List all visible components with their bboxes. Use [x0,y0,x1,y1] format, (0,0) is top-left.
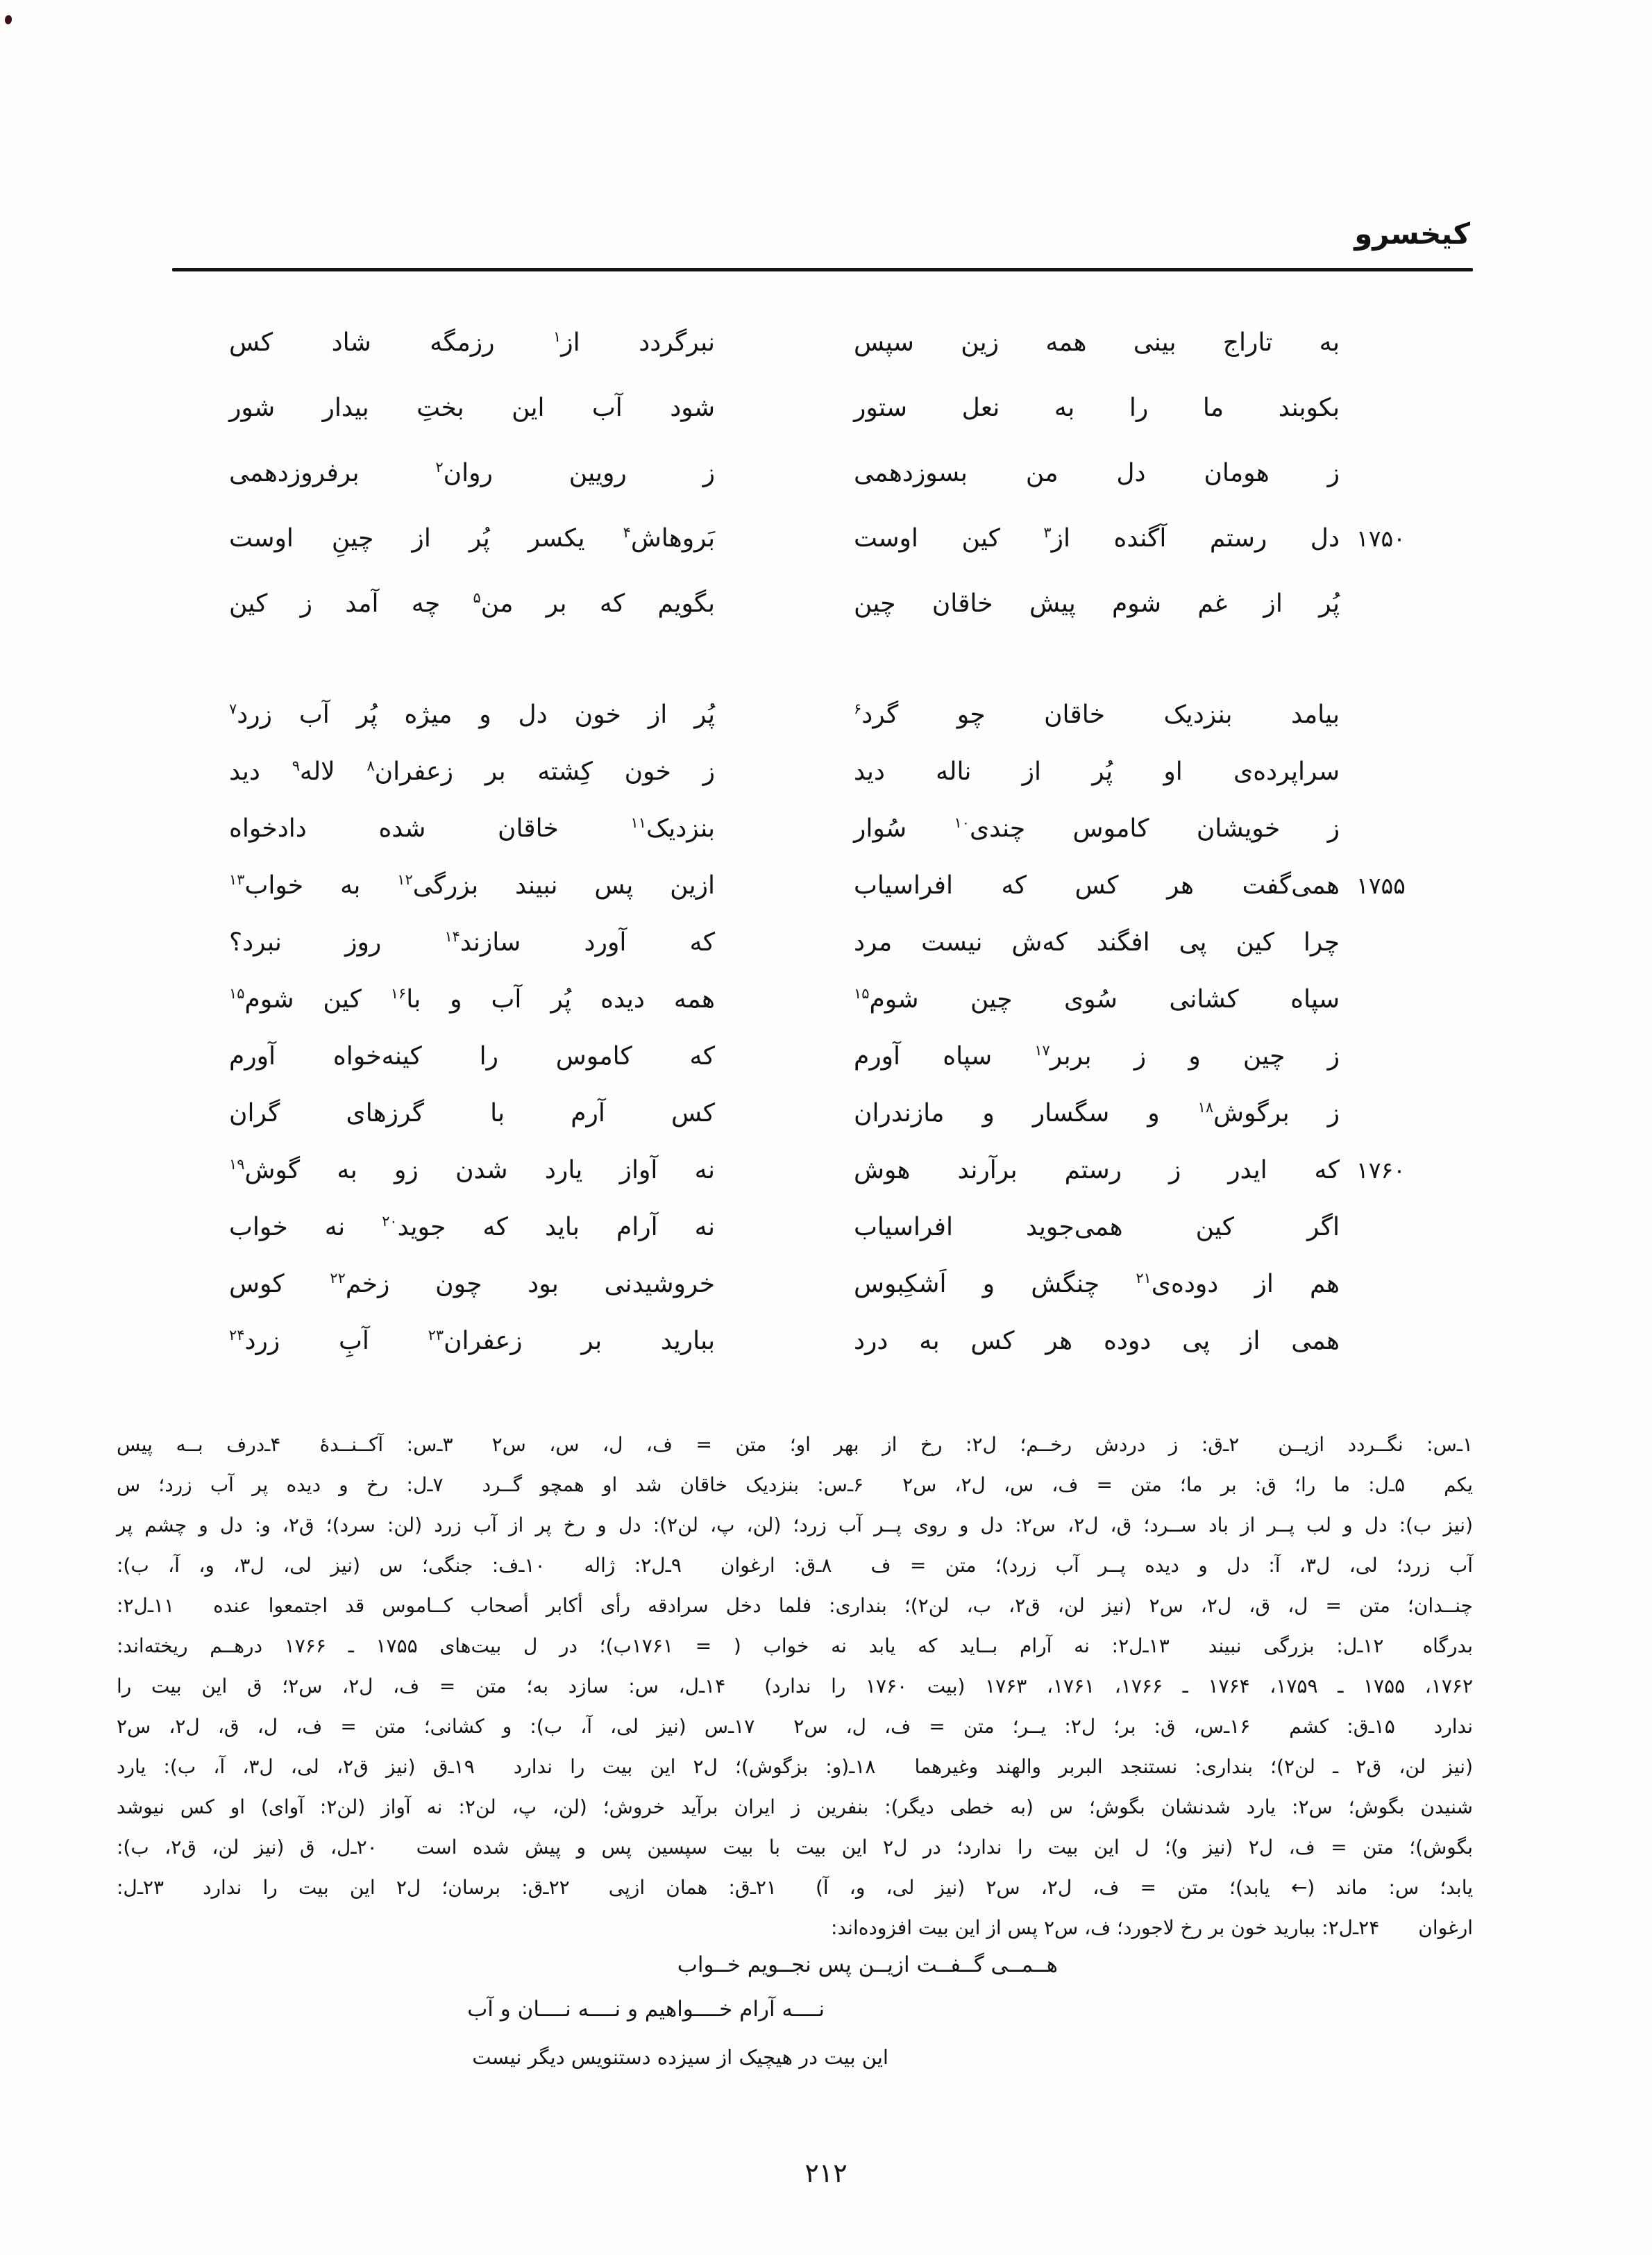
hemistich-left: پُر از خون دل و میژه پُر آب زرد$^۷$ [229,700,715,729]
verse-couplet [229,800,1472,857]
hemistich-right: چرا کین پی افگند که‌ش نیست مرد [854,928,1340,957]
hemistich-right: پُر از غم شوم پیش خاقان چین [854,589,1340,618]
added-verse-hemistich-left: نــــه آرام خــــواهیم و نــــه نــــان و آب [467,1997,825,2022]
hemistich-right: ز هومان دل من بسوزدهمی [854,458,1340,487]
verse-couplet [229,1084,1472,1141]
hemistich-right: همی‌گفت هر کس که افراسیاب [854,871,1340,900]
hemistich-left: ازین پس نبیند بزرگی$^{۱۲}$ به خواب$^{۱۳}$ [229,871,715,900]
verse-number: ۱۷۵۰ [1356,524,1406,552]
hemistich-left: که آورد سازند$^{۱۴}$ روز نبرد؟ [229,928,715,957]
critical-apparatus [117,1425,1473,1948]
hemistich-left: ز خون کِشته بر زعفران$^۸$ لاله$^۹$ دید [229,757,715,786]
hemistich-right: ز خویشان کاموس چندی$^{۱۰}$ سُوار [854,814,1340,843]
footnote-line: (نیز لن، ق۲ ـ لن۲)؛ بنداری: نستنجد البربر والهند وغیرهما ۱۸ـ‌(و: بزگوش)؛ ل۲ این بیت را ندارد ۱۹ـ‌ق (نیز ق۲، لی، ل۳، آ، ب): یارد [117,1755,1473,1778]
hemistich-left: ببارید بر زعفران$^{۲۳}$ آبِ زرد$^{۲۴}$ [229,1326,715,1355]
verse-couplet [229,571,1472,636]
hemistich-left: نبرگردد از$^۱$ رزمگه شاد کس [229,328,715,357]
verse-couplet [229,1141,1472,1198]
verse-group-1 [229,310,1472,636]
hemistich-right: ز چین و ز بربر$^{۱۷}$ سپاه آورم [854,1041,1340,1071]
hemistich-right: سپاه کشانی سُوی چین شوم$^{۱۵}$ [854,984,1340,1014]
verse-couplet [229,1198,1472,1255]
verse-group-2 [229,686,1472,1369]
hemistich-right: همی از پی دوده هر کس به درد [854,1326,1340,1355]
verse-couplet [229,686,1472,743]
hemistich-right: بکوبند ما را به نعل ستور [854,393,1340,422]
verse-couplet [229,1312,1472,1369]
verse-couplet [229,440,1472,505]
hemistich-left: کس آرم با گرزهای گران [229,1098,715,1128]
hemistich-left: نه آواز یارد شدن زو به گوش$^{۱۹}$ [229,1155,715,1184]
hemistich-right: که ایدر ز رستم برآرند هوش [854,1155,1340,1184]
hemistich-left: که کاموس را کینه‌خواه آورم [229,1041,715,1071]
verse-couplet [229,1255,1472,1312]
hemistich-left: بنزدیک$^{۱۱}$ خاقان شده دادخواه [229,814,715,843]
footnote-line: یابد؛ س: ماند (← یابد)؛ متن = ف، ل۲، س۲ (نیز لی، و، آ) ۲۱ـ‌ق: همان ازپی ۲۲ـ‌ق: برسان؛ ل۲ این بیت را ندارد ۲۳ـ‌ل: [117,1876,1474,1899]
hemistich-left: همه دیده پُر آب و با$^{۱۶}$ کین شوم$^{۱۵}$ [229,984,715,1014]
verse-couplet [229,914,1472,971]
hemistich-right: سراپرده‌ی او پُر از ناله دید [854,757,1340,786]
hemistich-left: بگویم که بر من$^۵$ چه آمد ز کین [229,589,715,618]
hemistich-right: هم از دوده‌ی$^{۲۱}$ چنگش و اَشکِبوس [854,1269,1340,1298]
hemistich-left: ز رویین روان$^۲$ برفروزدهمی [229,458,715,487]
footnote-line: ۱۷۶۲، ۱۷۵۵ ـ ۱۷۵۹، ۱۷۶۴ ـ ۱۷۶۶، ۱۷۶۱، ۱۷۶۳ (بیت ۱۷۶۰ را ندارد) ۱۴ـ‌ل، س: سازد به؛ متن = ف، ل۲، س۲؛ ق این بیت را [117,1675,1473,1697]
running-header-title: کیخسرو [1354,217,1470,251]
verse-couplet [229,310,1472,375]
footnote-line: ندارد ۱۵ـ‌ق: کشم ۱۶ـ‌س، ق: بر؛ ل۲: یــر؛ متن = ف، ل، س۲ ۱۷ـ‌س (نیز لی، آ، ب): و کشانی؛ متن = ف، ل، ق، ل۲، س۲ [117,1715,1474,1738]
footnote-line: آب زرد؛ لی، ل۳، آ: دل و دیده پــر آب زرد)؛ متن = ف ۸ـ‌ق: ارغوان ۹ـ‌ل۲: ژاله ۱۰ـ‌ف: جنگی؛ س (نیز لی، ل۳، و، آ، ب): [117,1554,1473,1577]
hemistich-right: به تاراج بینی همه زین سپس [854,328,1340,357]
hemistich-left: بَروهاش$^۴$ یکسر پُر از چینِ اوست [229,523,715,553]
footnote-line: یکم ۵ـ‌ل: ما را؛ ق: بر ما؛ متن = ف، س، ل۲، س۲ ۶ـ‌س: بنزدیک خاقان شد او همچو گــرد ۷ـ‌ل: رخ و دیده پر آب زرد؛ س [117,1473,1473,1496]
footnote-line: ارغوان ۲۴ـ‌ل۲: ببارید خون بر رخ لاجورد؛ ف، س۲ پس از این بیت افزوده‌اند: [831,1916,1473,1939]
verse-couplet [229,743,1472,800]
hemistich-right: ز برگوش$^{۱۸}$ و سگسار و مازندران [854,1098,1340,1128]
footnote-line: بدرگاه ۱۲ـ‌ل: بزرگی نبیند ۱۳ـ‌ل۲: نه آرام بــاید که یابد نه خواب ( = ۱۷۶۱ب)؛ در ل بیت‌های ۱۷۵۵ ـ ۱۷۶۶ درهــم ریخته‌اند: [117,1634,1473,1657]
verse-block [229,310,1472,1369]
added-verse-hemistich-right: هــمــی گــفــت ازیــن پس نجــویم خــواب [677,1952,1058,1977]
footnote-line: ۱ـ‌س: نگــردد ازیــن ۲ـ‌ق: ز دردش رخــم؛ ل۲: رخ از بهر او؛ متن = ف، ل، س، س۲ ۳ـ‌س: آکــنــدهٔ ۴ـ‌درف بــه پیس [117,1433,1473,1456]
hemistich-right: اگر کین همی‌جوید افراسیاب [854,1212,1340,1241]
header-rule [172,268,1473,271]
verse-couplet [229,971,1472,1028]
footnote-line: چنــدان؛ متن = ل، ق، ل۲، س۲ (نیز لن، ق۲، ب، لن۲)؛ بنداری: فلما دخل سرادقه رأی أکابر أصحاب کــاموس قد اجتمعوا عنده ۱۱ـ‌ل۲: [117,1594,1473,1617]
hemistich-right: دل رستم آگنده از$^۳$ کین اوست [854,523,1340,553]
hemistich-left: شود آب این بختِ بیدار شور [229,393,715,422]
hemistich-left: خروشیدنی بود چون زخم$^{۲۲}$ کوس [229,1269,715,1298]
footnote-line: (نیز ب): دل و لب پــر از باد ســرد؛ ق، ل۲، س۲: دل و روی پــر آب زرد؛ (لن، پ، لن۲): دل و رخ پر از آب زرد (لن: سرد)؛ ق۲، و: دل و چشم پر [117,1514,1474,1536]
footnote-line: بگوش)؛ متن = ف، ل۲ (نیز و)؛ ل این بیت را ندارد؛ در ل۲ این بیت با بیت سپسین پس و پیش شده است ۲۰ـ‌ل، ق (نیز لن، ق۲، ب): [117,1836,1473,1859]
verse-couplet [229,857,1472,914]
ink-speck [5,15,12,24]
verse-number: ۱۷۶۰ [1356,1156,1406,1184]
verse-couplet [229,505,1472,571]
verse-number: ۱۷۵۵ [1356,871,1406,899]
footnote-line: شنیدن بگوش؛ س۲: یارد شدنشان بگوش؛ س (به خطی دیگر): بنفرین ز ایران برآید خروش؛ (لن، پ، لن۲: نه آواز (لن۲: آوای) او کس نیوشد [117,1795,1473,1818]
page-number: ۲۱۲ [804,2158,848,2188]
closing-note: این بیت در هیچیک از سیزده دستنویس دیگر نیست [472,2045,888,2069]
hemistich-right: بیامد بنزدیک خاقان چو گرد$^۶$ [854,700,1340,729]
verse-couplet [229,1028,1472,1084]
hemistich-left: نه آرام باید که جوید$^{۲۰}$ نه خواب [229,1212,716,1241]
verse-couplet [229,375,1472,440]
